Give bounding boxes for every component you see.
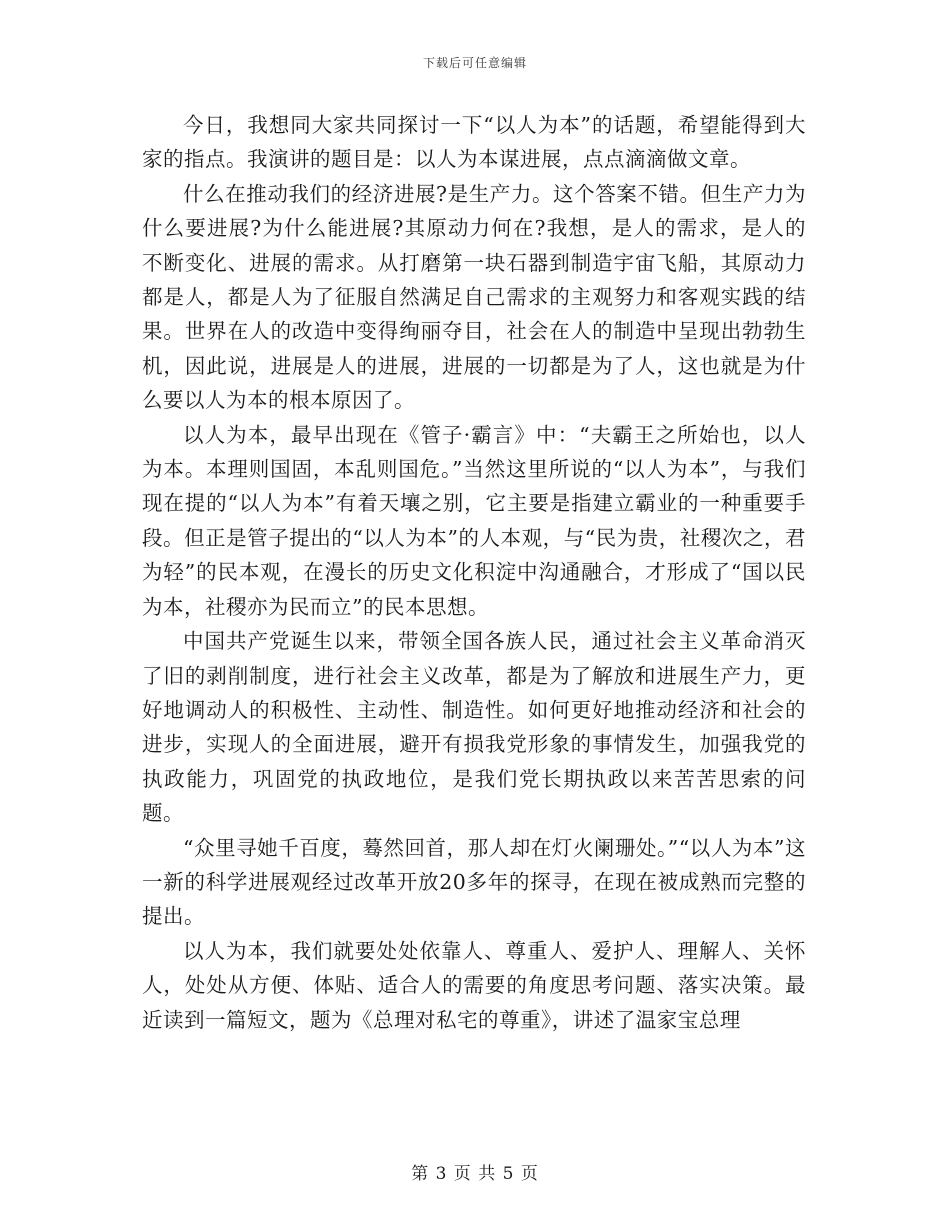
paragraph-6: 以人为本，我们就要处处依靠人、尊重人、爱护人、理解人、关怀人，处处从方便、体贴、适合人的需要的角度思考问题、落实决策。最近读到一篇短文，题为《总理对私宅的尊重》，讲述了温家宝总理 bbox=[142, 938, 806, 1032]
page-footer: 第 3 页 共 5 页 bbox=[411, 1164, 539, 1184]
paragraph-2: 什么在推动我们的经济进展?是生产力。这个答案不错。但生产力为什么要进展?为什么能进展?其原动力何在?我想，是人的需求，是人的不断变化、进展的需求。从打磨第一块石器到制造宇宙飞船，其原动力都是人，都是人为了征服自然满足自己需求的主观努力和客观实践的结果。世界在人的改造中变得绚丽夺目，社会在人的制造中呈现出勃勃生机，因此说，进展是人的进展，进展的一切都是为了人，这也就是为什么要以人为本的根本原因了。 bbox=[142, 181, 806, 413]
paragraph-3: 以人为本，最早出现在《管子·霸言》中：“夫霸王之所始也，以人为本。本理则国固，本乱则国危。”当然这里所说的“以人为本”，与我们现在提的“以人为本”有着天壤之别，它主要是指建立霸业的一种重要手段。但正是管子提出的“以人为本”的人本观，与“民为贵，社稷次之，君为轻”的民本观，在漫长的历史文化积淀中沟通融合，才形成了“国以民为本，社稷亦为民而立”的民本思想。 bbox=[142, 422, 806, 619]
document-body bbox=[142, 108, 806, 1037]
paragraph-1: 今日，我想同大家共同探讨一下“以人为本”的话题，希望能得到大家的指点。我演讲的题目是：以人为本谋进展，点点滴滴做文章。 bbox=[142, 113, 806, 172]
page-header: 下载后可任意编辑 bbox=[422, 56, 527, 70]
paragraph-4: 中国共产党诞生以来，带领全国各族人民，通过社会主义革命消灭了旧的剥削制度，进行社会主义改革，都是为了解放和进展生产力，更好地调动人的积极性、主动性、制造性。如何更好地推动经济和社会的进步，实现人的全面进展，避开有损我党形象的事情发生，加强我党的执政能力，巩固党的执政地位，是我们党长期执政以来苦苦思索的问题。 bbox=[142, 629, 806, 826]
paragraph-5: “众里寻她千百度，蓦然回首，那人却在灯火阑珊处。”“以人为本”这一新的科学进展观经过改革开放20多年的探寻，在现在被成熟而完整的提出。 bbox=[142, 835, 806, 929]
